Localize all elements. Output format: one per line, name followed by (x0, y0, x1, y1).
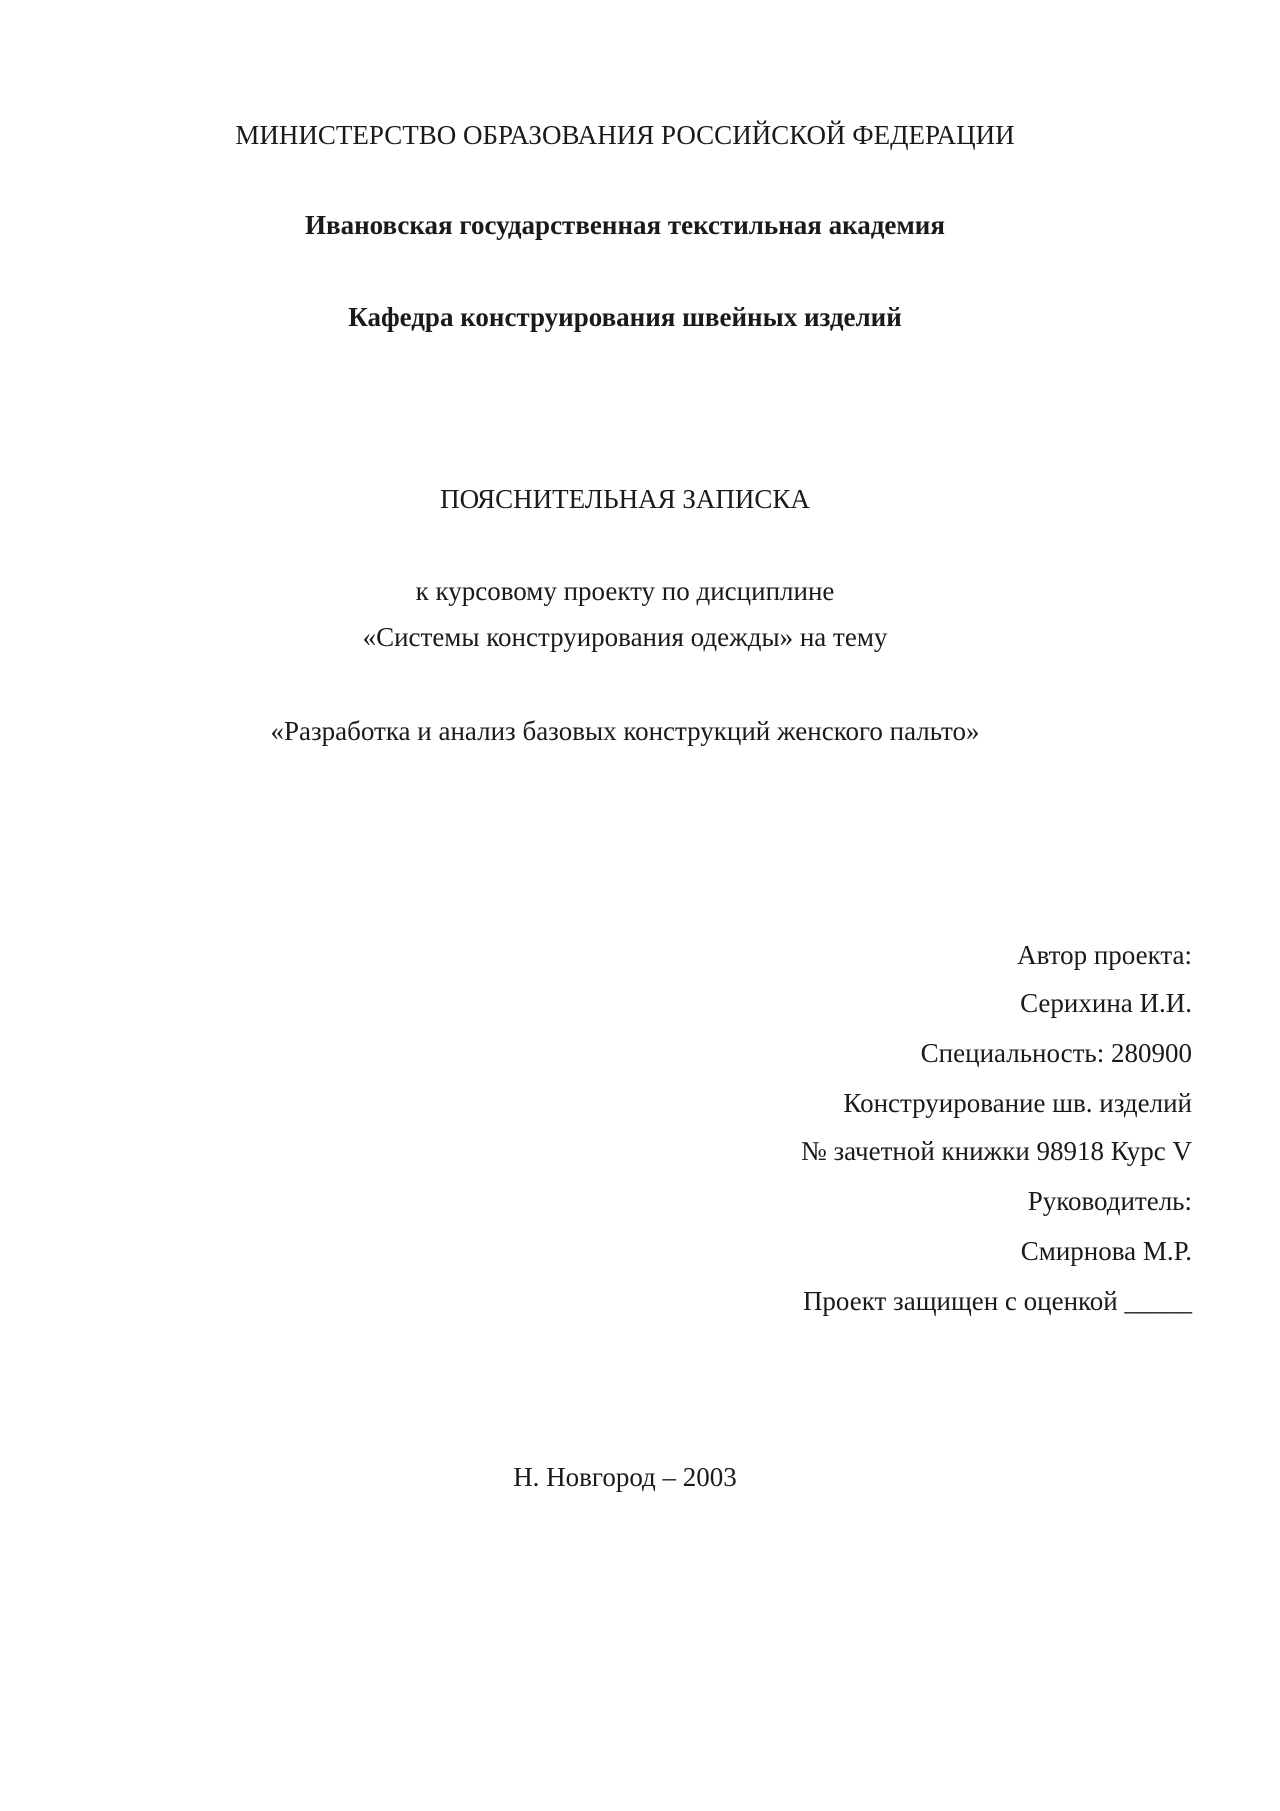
supervisor-name: Смирнова М.Р. (1020, 1236, 1192, 1266)
author-label: Автор проекта: (1017, 940, 1192, 970)
project-topic: «Разработка и анализ базовых конструкций женского пальто» (270, 716, 980, 746)
document-type-title: ПОЯСНИТЕЛЬНАЯ ЗАПИСКА (440, 484, 810, 514)
discipline-line: «Системы конструирования одежды» на тему (362, 622, 888, 652)
department-heading: Кафедра конструирования швейных изделий (348, 302, 902, 332)
author-name: Серихина И.И. (1020, 988, 1192, 1018)
specialty-name: Конструирование шв. изделий (843, 1088, 1192, 1118)
ministry-heading: МИНИСТЕРСТВО ОБРАЗОВАНИЯ РОССИЙСКОЙ ФЕДЕРАЦИИ (235, 120, 1015, 150)
academy-heading: Ивановская государственная текстильная академия (305, 210, 945, 240)
city-year: Н. Новгород – 2003 (513, 1462, 737, 1492)
record-book-line: № зачетной книжки 98918 Курс V (800, 1136, 1192, 1166)
course-project-line: к курсовому проекту по дисциплине (415, 576, 835, 606)
specialty-line: Специальность: 280900 (920, 1038, 1192, 1068)
supervisor-label: Руководитель: (1027, 1186, 1192, 1216)
grade-line: Проект защищен с оценкой _____ (802, 1286, 1192, 1316)
